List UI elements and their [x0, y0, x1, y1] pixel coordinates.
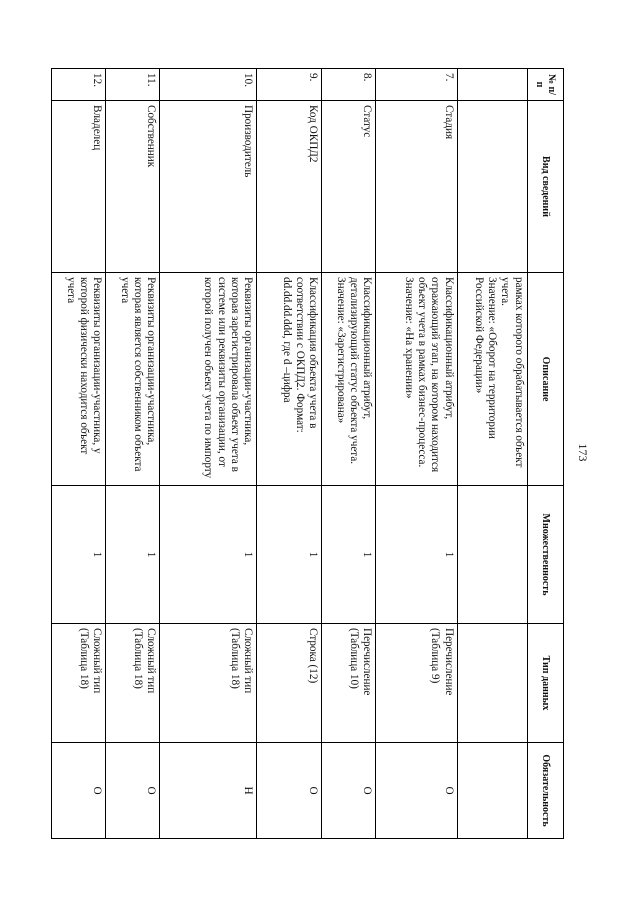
cell-num: 7. — [376, 69, 457, 101]
header-mult: Множественность — [527, 486, 563, 624]
page-number: 173 — [576, 443, 590, 462]
cell-desc: Классификация объекта учета в соответствии с ОКПД2. Формат: dd.dd.dd.ddd, где d –цифра — [257, 273, 322, 486]
header-req: Обязательность — [527, 743, 563, 839]
cell-type: Сложный тип (Таблица 18) — [160, 624, 257, 743]
table-row — [322, 69, 376, 839]
table-header-row — [527, 69, 563, 839]
cell-num: 9. — [257, 69, 322, 101]
cell-type: Строка (12) — [257, 624, 322, 743]
cell-type: Перечисление (Таблица 10) — [322, 624, 376, 743]
cell-kind: Владелец — [52, 101, 106, 273]
cell-kind: Стадия — [376, 101, 457, 273]
cell-num: 8. — [322, 69, 376, 101]
cell-desc: Классификационный атрибут, отражающий этап, на котором находится объект учета в рамках бизнес-процесса. Значение: «На хранении» — [376, 273, 457, 486]
cell-req: О — [52, 743, 106, 839]
table-row — [52, 69, 106, 839]
cell-desc: Классификационный атрибут, детализирующий статус объекта учета. Значение: «Зарегистрирована» — [322, 273, 376, 486]
cell-type: Сложный тип (Таблица 18) — [106, 624, 160, 743]
header-kind: Вид сведений — [527, 101, 563, 273]
cell-desc: Реквизиты организации-участника, у которой физически находится объект учета — [52, 273, 106, 486]
cell-mult: 1 — [160, 486, 257, 624]
table-row-continuation — [457, 69, 527, 839]
cell-kind: Статус — [322, 101, 376, 273]
table-row — [376, 69, 457, 839]
continuation-desc: рамках которого обрабатывается объект учета. Значение: «Оборот на территории Российской Федерации» — [457, 273, 527, 486]
cell-req: Н — [160, 743, 257, 839]
table-row — [106, 69, 160, 839]
table-row — [257, 69, 322, 839]
cell-kind: Код ОКПД2 — [257, 101, 322, 273]
table-row — [160, 69, 257, 839]
cell-num: 10. — [160, 69, 257, 101]
cell-type: Сложный тип (Таблица 18) — [52, 624, 106, 743]
cell-desc: Реквизиты организации-участника, которая зарегистрировала объект учета в системе или реквизиты организации, от которой получен объект учета по импорту — [160, 273, 257, 486]
data-table — [51, 68, 564, 839]
cell-req: О — [257, 743, 322, 839]
cell-kind: Производитель — [160, 101, 257, 273]
cell-req: О — [322, 743, 376, 839]
cell-mult: 1 — [52, 486, 106, 624]
cell-mult: 1 — [106, 486, 160, 624]
cell-num: 12. — [52, 69, 106, 101]
cell-req: О — [376, 743, 457, 839]
header-type: Тип данных — [527, 624, 563, 743]
cell-mult: 1 — [322, 486, 376, 624]
header-desc: Описание — [527, 273, 563, 486]
header-num: № п/п — [527, 69, 563, 101]
cell-mult: 1 — [376, 486, 457, 624]
cell-kind: Собственник — [106, 101, 160, 273]
cell-mult: 1 — [257, 486, 322, 624]
cell-type: Перечисление (Таблица 9) — [376, 624, 457, 743]
cell-num: 11. — [106, 69, 160, 101]
cell-desc: Реквизиты организации-участника, которая является собственником объекта учета — [106, 273, 160, 486]
cell-req: О — [106, 743, 160, 839]
